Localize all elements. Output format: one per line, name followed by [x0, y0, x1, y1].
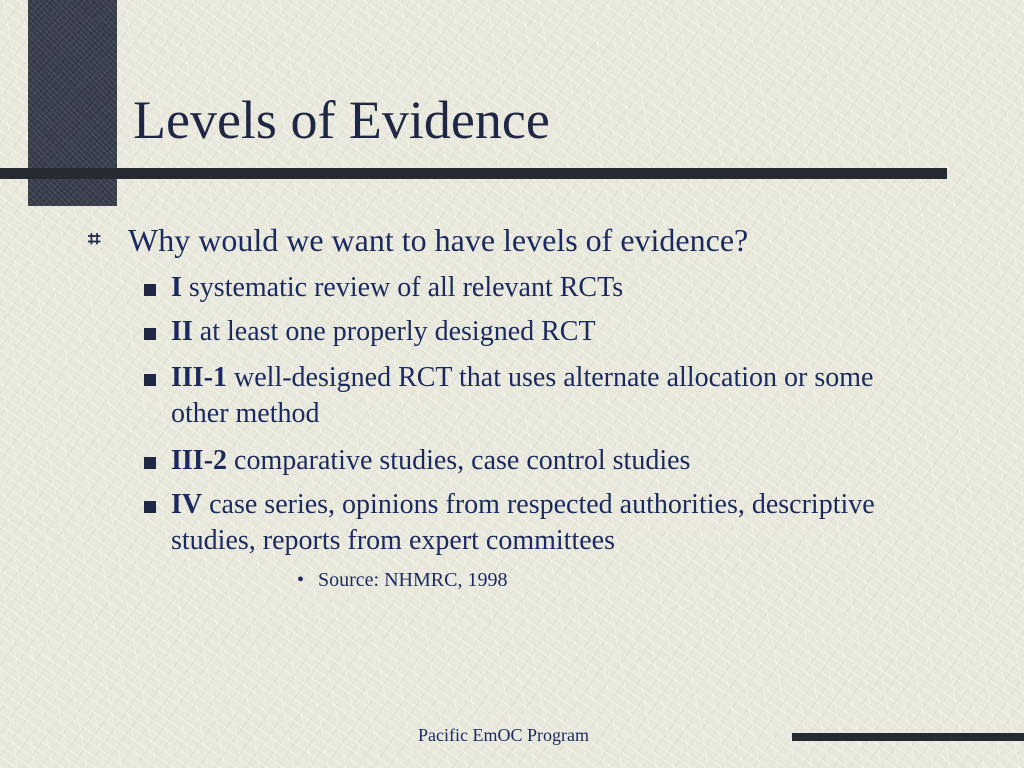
evidence-level-code: III-1 [171, 362, 228, 393]
main-point: Why would we want to have levels of evidence? [128, 222, 749, 258]
slide-title: Levels of Evidence [133, 90, 550, 150]
evidence-level-item [171, 487, 891, 559]
source-citation: Source: NHMRC, 1998 [318, 569, 508, 591]
title-divider [0, 168, 947, 179]
footer-divider [792, 733, 1024, 741]
square-bullet-icon [144, 501, 156, 513]
evidence-level-item [171, 360, 921, 432]
square-bullet-icon [144, 374, 156, 386]
evidence-level-code: IV [171, 489, 203, 520]
evidence-level-description: comparative studies, case control studies [234, 445, 691, 476]
square-bullet-icon [144, 328, 156, 340]
evidence-level-description: at least one properly designed RCT [199, 316, 596, 347]
evidence-level-item [171, 270, 931, 306]
slide-footer: Pacific EmOC Program [418, 725, 589, 745]
hash-bullet-icon: ⌗ [88, 227, 101, 252]
evidence-level-code: I [171, 272, 182, 303]
square-bullet-icon [144, 284, 156, 296]
square-bullet-icon [144, 457, 156, 469]
evidence-level-item [171, 443, 931, 479]
evidence-level-description: case series, opinions from respected authorities, descriptive studies, reports from expert committees [171, 489, 875, 556]
evidence-level-code: III-2 [171, 445, 228, 476]
evidence-level-description: systematic review of all relevant RCTs [188, 272, 624, 303]
evidence-level-description: well-designed RCT that uses alternate allocation or some other method [171, 362, 874, 429]
evidence-level-item [171, 314, 931, 350]
dot-bullet-icon: • [297, 569, 305, 591]
evidence-level-code: II [171, 316, 193, 347]
